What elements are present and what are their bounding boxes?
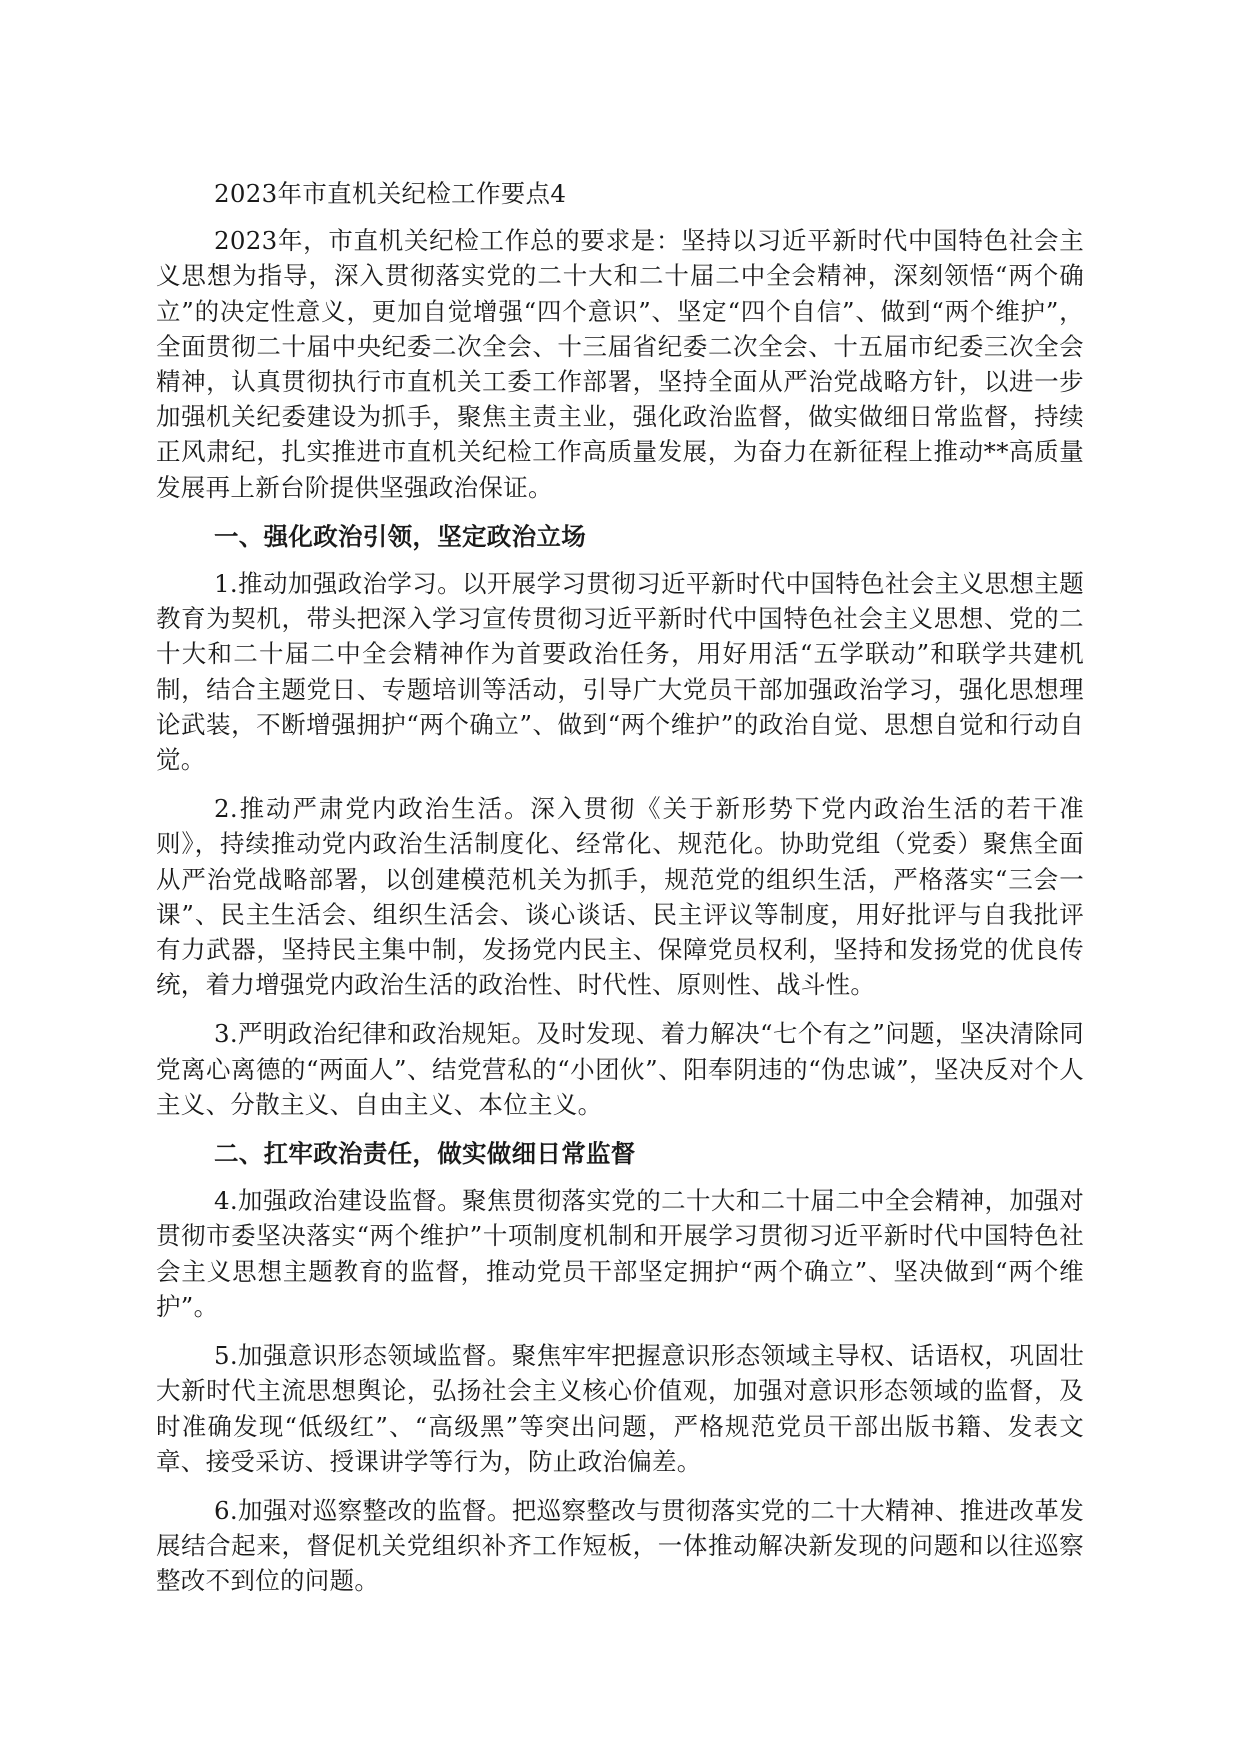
list-item: 3.严明政治纪律和政治规矩。及时发现、着力解决“七个有之”问题，坚决清除同党离心离德的“两面人”、结党营私的“小团伙”、阳奉阴违的“伪忠诚”，坚决反对个人主义、分散主义、自由主义、本位主义。 (156, 1019, 1084, 1119)
section-heading-1: 一、强化政治引领，坚定政治立场 (214, 521, 586, 551)
document-page (156, 176, 1084, 1613)
list-item: 1.推动加强政治学习。以开展学习贯彻习近平新时代中国特色社会主义思想主题教育为契机，带头把深入学习宣传贯彻习近平新时代中国特色社会主义思想、党的二十大和二十届二中全会精神作为首要政治任务，用好用活“五学联动”和联学共建机制，结合主题党日、专题培训等活动，引导广大党员干部加强政治学习，强化思想理论武装，不断增强拥护“两个确立”、做到“两个维护”的政治自觉、思想自觉和行动自觉。 (156, 569, 1084, 775)
section-heading-2: 二、扛牢政治责任，做实做细日常监督 (214, 1139, 636, 1169)
list-item: 6.加强对巡察整改的监督。把巡察整改与贯彻落实党的二十大精神、推进改革发展结合起来，督促机关党组织补齐工作短板，一体推动解决新发现的问题和以往巡察整改不到位的问题。 (156, 1495, 1084, 1596)
list-item: 5.加强意识形态领域监督。聚焦牢牢把握意识形态领域主导权、话语权，巩固壮大新时代主流思想舆论，弘扬社会主义核心价值观，加强对意识形态领域的监督，及时准确发现“低级红”、“高级黑”等突出问题，严格规范党员干部出版书籍、发表文章、接受采访、授课讲学等行为，防止政治偏差。 (156, 1341, 1084, 1476)
document-title: 2023年市直机关纪检工作要点4 (214, 179, 567, 208)
list-item: 2.推动严肃党内政治生活。深入贯彻《关于新形势下党内政治生活的若干准则》，持续推动党内政治生活制度化、经常化、规范化。协助党组（党委）聚焦全面从严治党战略部署，以创建模范机关为抓手，规范党的组织生活，严格落实“三会一课”、民主生活会、组织生活会、谈心谈话、民主评议等制度，用好批评与自我批评有力武器，坚持民主集中制，发扬党内民主、保障党员权利，坚持和发扬党的优良传统，着力增强党内政治生活的政治性、时代性、原则性、战斗性。 (156, 794, 1084, 1000)
list-item: 4.加强政治建设监督。聚焦贯彻落实党的二十大和二十届二中全会精神，加强对贯彻市委坚决落实“两个维护”十项制度机制和开展学习贯彻习近平新时代中国特色社会主义思想主题教育的监督，推动党员干部坚定拥护“两个确立”、坚决做到“两个维护”。 (156, 1186, 1084, 1321)
intro-paragraph: 2023年，市直机关纪检工作总的要求是：坚持以习近平新时代中国特色社会主义思想为指导，深入贯彻落实党的二十大和二十届二中全会精神，深刻领悟“两个确立”的决定性意义，更加自觉增强“四个意识”、坚定“四个自信”、做到“两个维护”，全面贯彻二十届中央纪委二次全会、十三届省纪委二次全会、十五届市纪委三次全会精神，认真贯彻执行市直机关工委工作部署，坚持全面从严治党战略方针，以进一步加强机关纪委建设为抓手，聚焦主责主业，强化政治监督，做实做细日常监督，持续正风肃纪，扎实推进市直机关纪检工作高质量发展，为奋力在新征程上推动**高质量发展再上新台阶提供坚强政治保证。 (156, 226, 1084, 502)
